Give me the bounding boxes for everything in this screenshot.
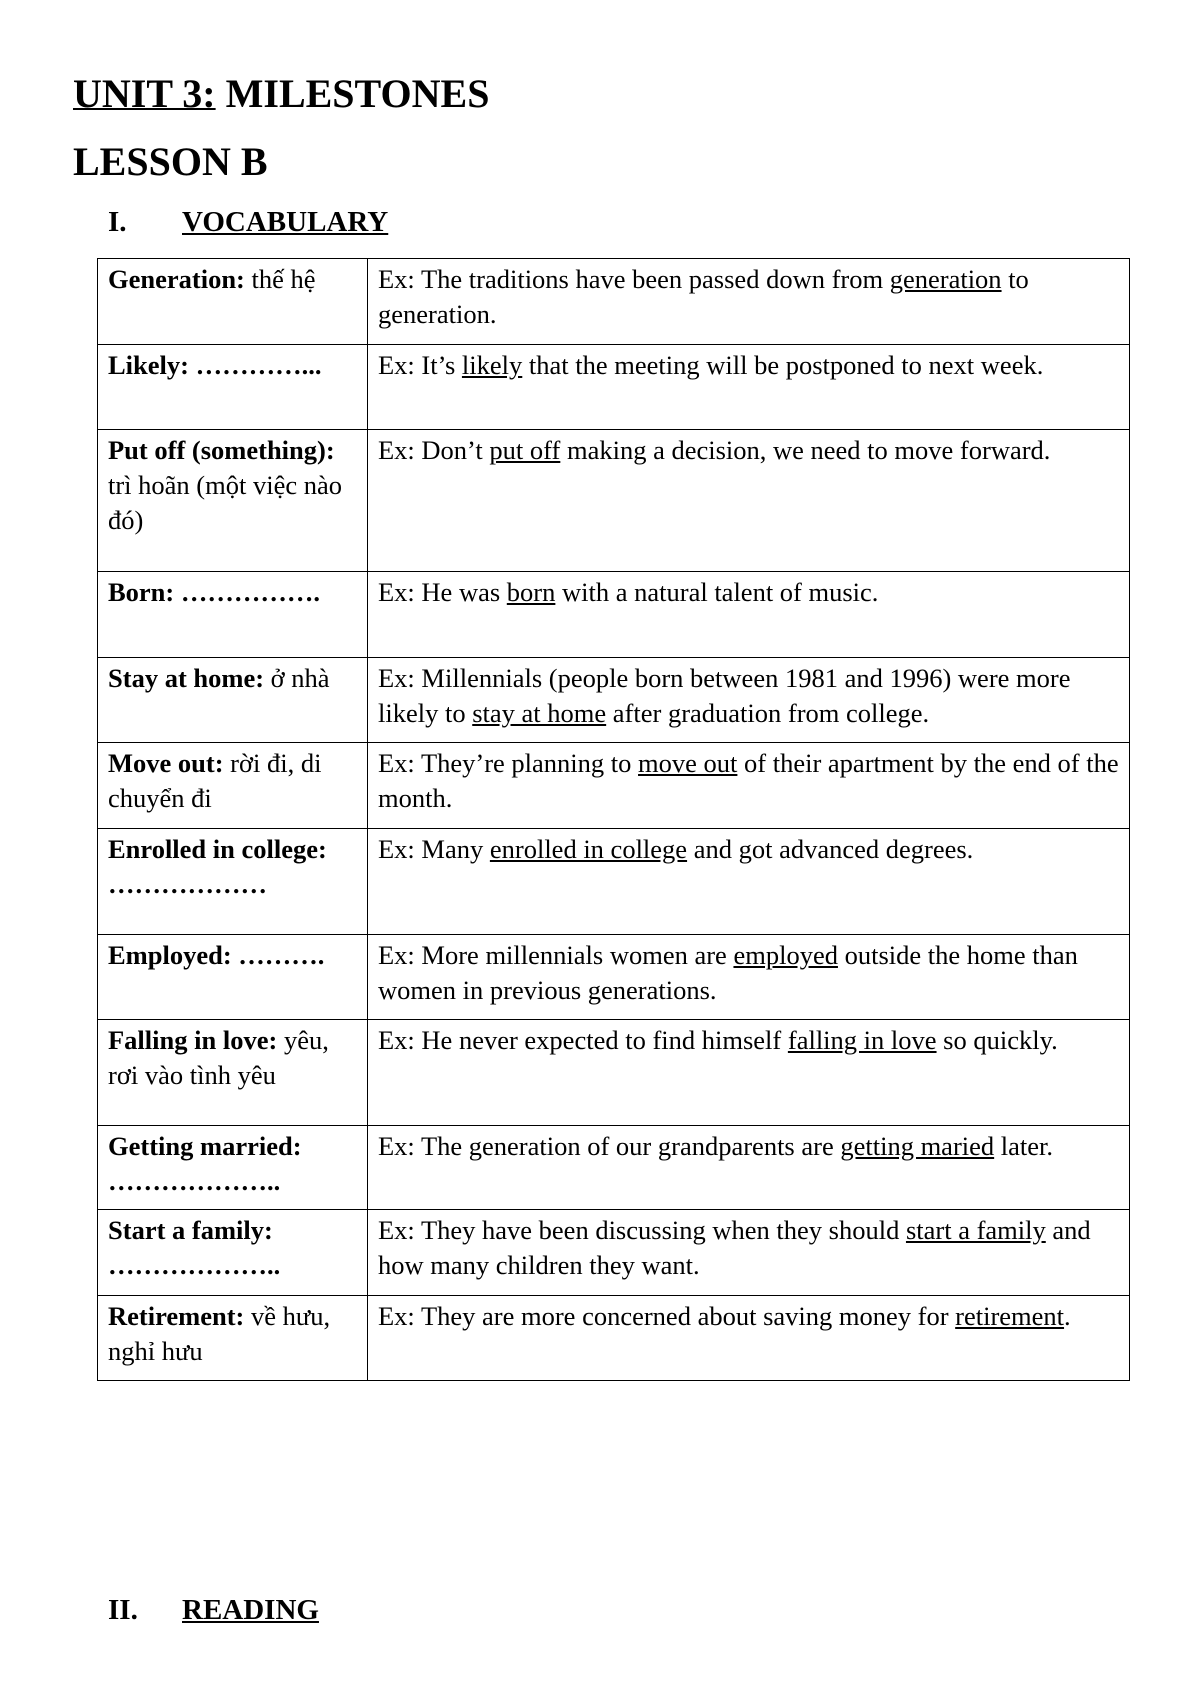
vocab-row	[98, 259, 1130, 345]
example-keyword: likely	[461, 350, 523, 380]
term-cell	[98, 1020, 368, 1126]
vocab-meaning: yêu, rơi vào tình yêu	[108, 1025, 329, 1090]
example-text: Ex: The generation of our grandparents are	[378, 1131, 841, 1161]
example-text: of their apartment by the end of the month.	[378, 748, 1119, 813]
vocab-term: Retirement:	[108, 1301, 245, 1331]
term-cell	[98, 1126, 368, 1210]
example-text: making a decision, we need to move forward.	[560, 435, 1051, 465]
term-cell	[98, 572, 368, 658]
vocab-row	[98, 743, 1130, 829]
vocab-term: Born: …………….	[108, 577, 320, 607]
example-cell	[368, 1020, 1130, 1126]
unit-title	[73, 70, 489, 118]
unit-name: MILESTONES	[225, 71, 490, 116]
example-keyword: falling in love	[787, 1025, 937, 1055]
example-text: after graduation from college.	[606, 698, 930, 728]
example-cell	[368, 935, 1130, 1020]
vocab-row	[98, 658, 1130, 743]
unit-label: UNIT 3:	[73, 71, 216, 116]
example-keyword: employed	[733, 940, 838, 970]
example-text: Ex: Many	[378, 834, 490, 864]
vocab-row	[98, 1210, 1130, 1296]
vocab-term: Stay at home:	[108, 663, 265, 693]
term-cell	[98, 658, 368, 743]
term-cell	[98, 345, 368, 430]
example-text: Ex: Millennials (people born between 1981 and 1996) were more likely to	[378, 663, 1071, 728]
example-keyword: born	[506, 577, 556, 607]
term-cell	[98, 259, 368, 345]
example-keyword: put off	[489, 435, 561, 465]
vocab-row	[98, 935, 1130, 1020]
example-keyword: generation	[889, 264, 1002, 294]
vocab-term: Likely: …………...	[108, 350, 322, 380]
vocab-row	[98, 430, 1130, 572]
vocab-term: Falling in love:	[108, 1025, 278, 1055]
example-text: so quickly.	[936, 1025, 1058, 1055]
example-text: Ex: More millennials women are	[378, 940, 734, 970]
term-cell	[98, 1296, 368, 1381]
vocab-row	[98, 572, 1130, 658]
example-keyword: move out	[638, 748, 738, 778]
example-text: with a natural talent of music.	[555, 577, 879, 607]
vocab-row	[98, 345, 1130, 430]
vocabulary-heading	[108, 204, 388, 240]
example-cell	[368, 430, 1130, 572]
example-text: Ex: He never expected to find himself	[378, 1025, 788, 1055]
vocab-term: Move out:	[108, 748, 224, 778]
vocabulary-table	[97, 258, 1130, 1381]
example-keyword: retirement	[955, 1301, 1065, 1331]
term-cell	[98, 935, 368, 1020]
reading-section-number: II.	[108, 1594, 138, 1626]
term-cell	[98, 1210, 368, 1296]
term-cell	[98, 430, 368, 572]
example-keyword: getting maried	[840, 1131, 995, 1161]
term-cell	[98, 743, 368, 829]
vocab-term: Generation:	[108, 264, 245, 294]
example-text: Ex: He was	[378, 577, 507, 607]
example-text: that the meeting will be postponed to next week.	[522, 350, 1044, 380]
example-keyword: start a family	[905, 1215, 1046, 1245]
example-text: and how many children they want.	[378, 1215, 1091, 1280]
example-cell	[368, 1210, 1130, 1296]
vocab-row	[98, 829, 1130, 935]
example-text: Ex: They are more concerned about saving money for	[378, 1301, 956, 1331]
vocab-term: Enrolled in college: ………………	[108, 834, 327, 899]
example-cell	[368, 829, 1130, 935]
example-text: outside the home than women in previous generations.	[378, 940, 1078, 1005]
term-cell	[98, 829, 368, 935]
example-cell	[368, 572, 1130, 658]
example-text: and got advanced degrees.	[687, 834, 974, 864]
vocab-term: Start a family: ………………..	[108, 1215, 281, 1280]
vocab-row	[98, 1296, 1130, 1381]
vocab-meaning: rời đi, di chuyển đi	[108, 748, 322, 813]
example-cell	[368, 1126, 1130, 1210]
vocabulary-section-title: VOCABULARY	[182, 206, 389, 238]
vocabulary-section-number: I.	[108, 206, 127, 238]
example-keyword: stay at home	[472, 698, 607, 728]
example-cell	[368, 743, 1130, 829]
example-text: Ex: Don’t	[378, 435, 490, 465]
vocab-term: Put off (something):	[108, 435, 335, 465]
vocab-row	[98, 1020, 1130, 1126]
example-text: later.	[994, 1131, 1054, 1161]
example-text: to generation.	[378, 264, 1029, 329]
vocab-meaning: thế hệ	[244, 264, 316, 294]
vocab-meaning: về hưu, nghỉ hưu	[108, 1301, 331, 1366]
vocab-meaning: ở nhà	[264, 663, 330, 693]
example-text: Ex: They have been discussing when they should	[378, 1215, 906, 1245]
vocab-term: Employed: ……….	[108, 940, 325, 970]
example-text: Ex: They’re planning to	[378, 748, 639, 778]
example-text: Ex: It’s	[378, 350, 462, 380]
lesson-title: LESSON B	[73, 139, 268, 184]
vocab-term: Getting married: ………………..	[108, 1131, 302, 1196]
vocab-meaning: trì hoãn (một việc nào đó)	[108, 470, 343, 535]
example-text: Ex: The traditions have been passed down from	[378, 264, 890, 294]
example-cell	[368, 345, 1130, 430]
vocab-row	[98, 1126, 1130, 1210]
example-text: .	[1064, 1301, 1071, 1331]
example-cell	[368, 259, 1130, 345]
example-cell	[368, 1296, 1130, 1381]
reading-heading	[108, 1592, 319, 1628]
reading-section-title: READING	[182, 1594, 319, 1626]
example-keyword: enrolled in college	[489, 834, 688, 864]
example-cell	[368, 658, 1130, 743]
